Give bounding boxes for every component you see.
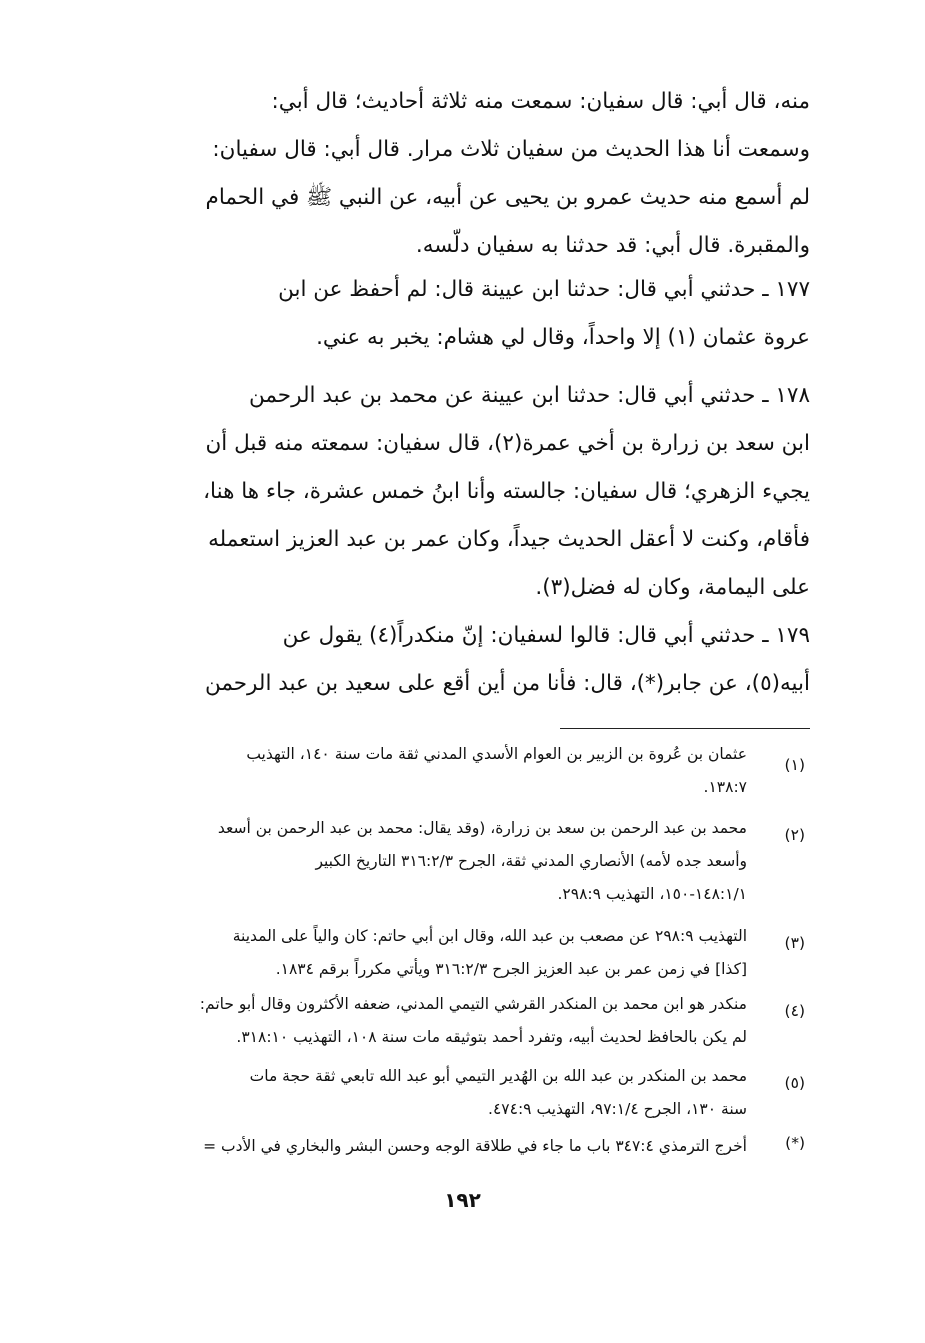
footnote-number: (٤) bbox=[784, 1002, 805, 1020]
text-line: ١٧٨ ـ حدثني أبي قال: حدثنا ابن عيينة عن محمد بن عبد الرحمن bbox=[249, 383, 810, 408]
footnote-2 bbox=[115, 812, 805, 911]
text-line: أبيه(٥)، عن جابر(*)، قال: فأنا من أين أقع على سعيد بن عبد الرحمن bbox=[204, 671, 810, 696]
footnote-line: [كذا] في زمن عمر بن عبد العزيز الجرح ٣١٦:٢/٣ ويأتي مكرراً برقم ١٨٣٤. bbox=[275, 960, 747, 978]
footnote-line: لم يكن بالحافظ لحديث أبيه، وتفرد أحمد بتوثيقه مات سنة ١٠٨، التهذيب ٣١٨:١٠. bbox=[236, 1028, 747, 1046]
text-line: ١٧٧ ـ حدثني أبي قال: حدثنا ابن عيينة قال: لم أحفظ عن ابن bbox=[278, 277, 810, 302]
text-line: عروة عثمان (١) إلا واحداً، وقال لي هشام: يخبر به عني. bbox=[316, 325, 810, 350]
footnote-number: (٥) bbox=[784, 1074, 805, 1092]
text-line: يجيء الزهري؛ قال سفيان: جالسته وأنا ابنُ خمس عشرة، جاء ها هنا، bbox=[203, 479, 810, 504]
text-line: ابن سعد بن زرارة بن أخي عمرة(٢)، قال سفيان: سمعته منه قبل أن bbox=[205, 431, 810, 456]
footnote-line: منكدر هو ابن محمد بن المنكدر القرشي التيمي المدني، ضعفه الأكثرون وقال أبو حاتم: bbox=[199, 995, 747, 1013]
footnote-line: سنة ١٣٠، الجرح ٩٧:١/٤، التهذيب ٤٧٤:٩. bbox=[488, 1100, 747, 1118]
footnote-number: (١) bbox=[784, 756, 805, 774]
footnote-line: أخرج الترمذي ٣٤٧:٤ باب ما جاء في طلاقة الوجه وحسن البشر والبخاري في الأدب = bbox=[203, 1137, 747, 1155]
text-line: منه، قال أبي: قال سفيان: سمعت منه ثلاثة أحاديث؛ قال أبي: bbox=[271, 89, 810, 114]
hadith-178 bbox=[115, 372, 810, 612]
footnote-line: ١٤٨:١/١-١٥٠، التهذيب ٢٩٨:٩. bbox=[557, 885, 747, 903]
text-line: ١٧٩ ـ حدثني أبي قال: قالوا لسفيان: إنّ منكدراً(٤) يقول عن bbox=[282, 623, 810, 648]
footnote-6 bbox=[115, 1130, 805, 1163]
hadith-177 bbox=[115, 266, 810, 362]
text-line: لم أسمع منه حديث عمرو بن يحيى عن أبيه، عن النبي ﷺ في الحمام bbox=[205, 185, 810, 210]
footnote-line: التهذيب ٢٩٨:٩ عن مصعب بن عبد الله، وقال ابن أبي حاتم: كان والياً على المدينة bbox=[232, 927, 747, 945]
footnote-1 bbox=[115, 738, 805, 804]
footnote-number: (٢) bbox=[784, 826, 805, 844]
footnote-line: ١٣٨:٧. bbox=[703, 778, 747, 796]
footnotes-section bbox=[115, 738, 805, 1178]
text-line: وسمعت أنا هذا الحديث من سفيان ثلاث مرار. قال أبي: قال سفيان: bbox=[212, 137, 810, 162]
text-line: فأقام، وكنت لا أعقل الحديث جيداً، وكان عمر بن عبد العزيز استعمله bbox=[208, 527, 810, 552]
page-number: ١٩٢ bbox=[444, 1188, 481, 1212]
footnote-number: (٣) bbox=[784, 934, 805, 952]
footnote-divider bbox=[560, 728, 810, 729]
text-line: والمقبرة. قال أبي: قد حدثنا به سفيان دلّسه. bbox=[415, 233, 810, 258]
footnote-number: (*) bbox=[785, 1134, 805, 1152]
footnote-line: وأسعد جده لأمه) الأنصاري المدني ثقة، الجرح ٣١٦:٢/٣ التاريخ الكبير bbox=[315, 852, 747, 870]
text-line: على اليمامة، وكان له فضل(٣). bbox=[535, 575, 810, 600]
main-text-block bbox=[115, 78, 810, 270]
hadith-179 bbox=[115, 612, 810, 708]
footnote-5 bbox=[115, 1060, 805, 1126]
footnote-line: محمد بن عبد الرحمن بن سعد بن زرارة، (وقد يقال: محمد بن عبد الرحمن بن أسعد bbox=[217, 819, 747, 837]
footnote-line: عثمان بن عُروة بن الزبير بن العوام الأسدي المدني ثقة مات سنة ١٤٠، التهذيب bbox=[246, 745, 747, 763]
footnote-line: محمد بن المنكدر بن عبد الله بن الهُدير التيمي أبو عبد الله تابعي ثقة حجة مات bbox=[249, 1067, 747, 1085]
footnote-4 bbox=[115, 988, 805, 1054]
footnote-3 bbox=[115, 920, 805, 986]
